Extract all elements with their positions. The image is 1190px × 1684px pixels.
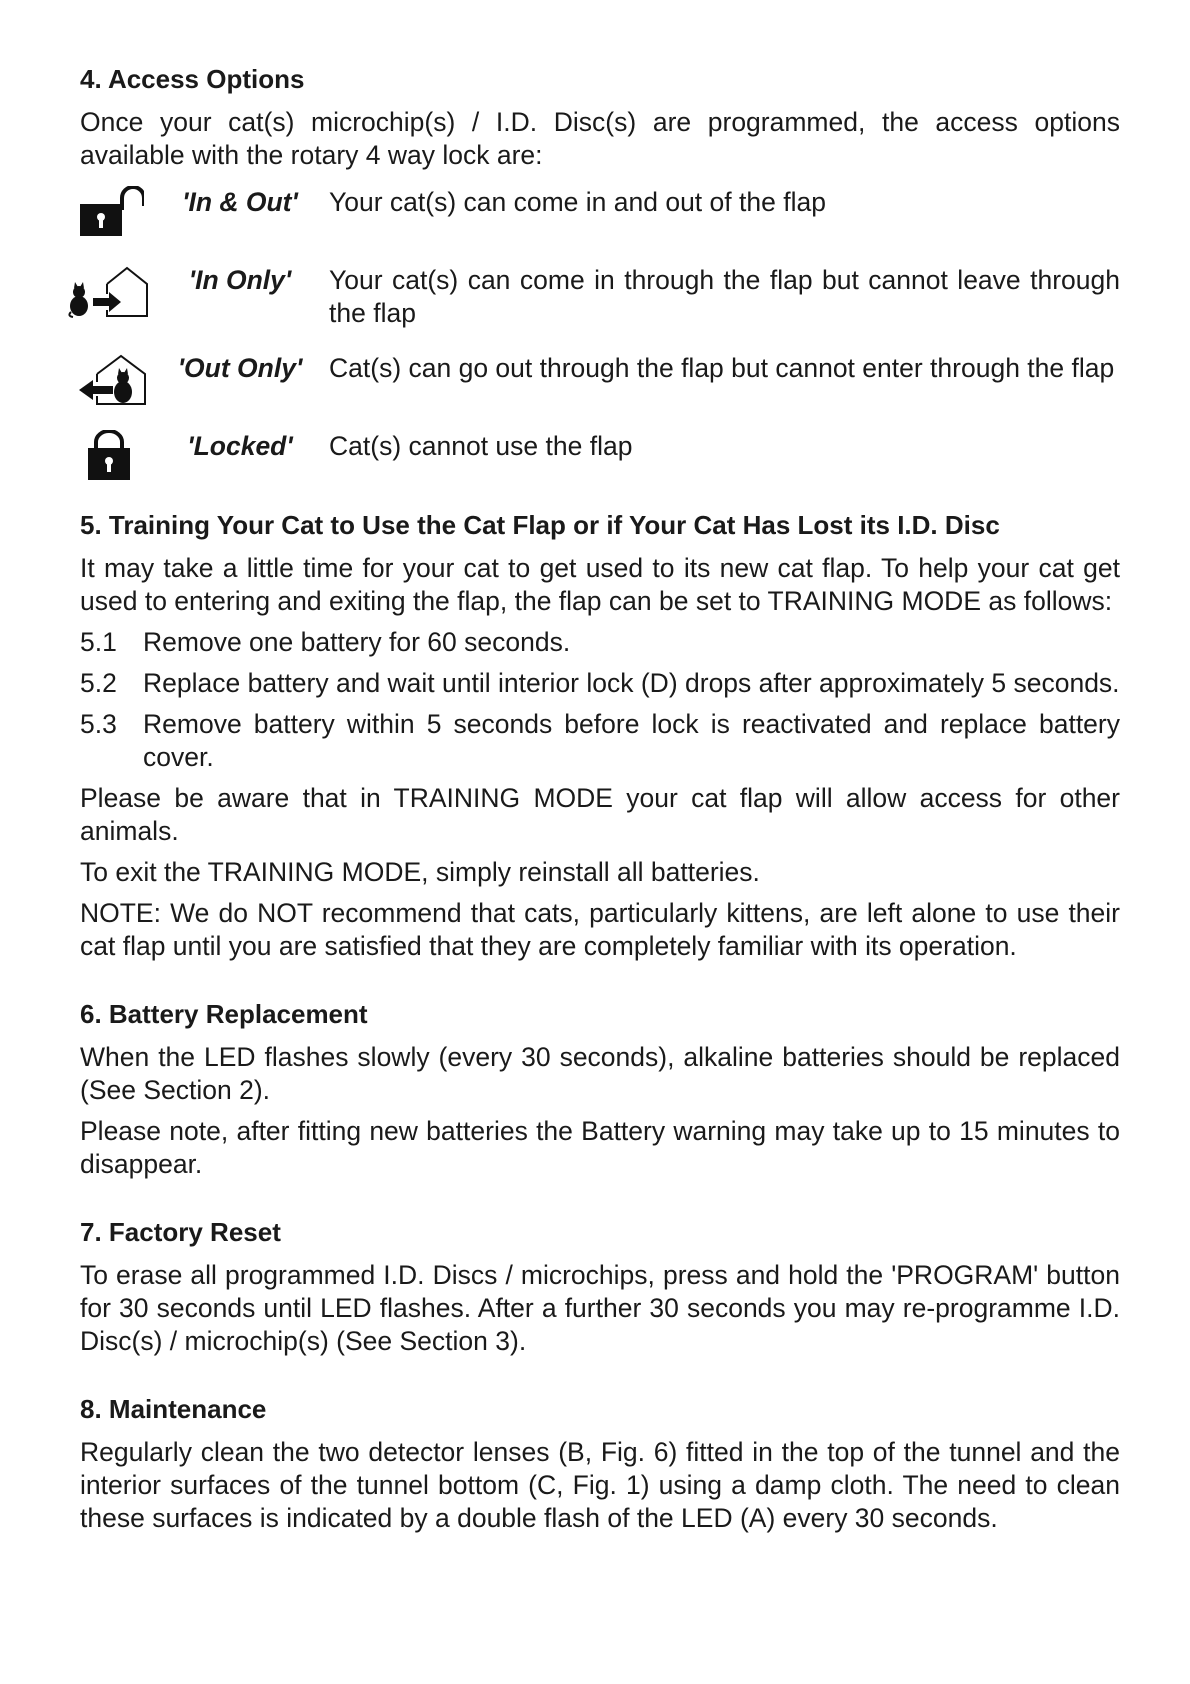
battery-paragraph-2: Please note, after fitting new batteries the Battery warning may take up to 15 minutes to disappear.	[80, 1116, 1120, 1179]
section-5-heading: 5. Training Your Cat to Use the Cat Flap or if Your Cat Has Lost its I.D. Disc	[80, 510, 1000, 540]
locked-padlock-icon	[66, 430, 151, 486]
option-description: Your cat(s) can come in through the flap but cannot leave through the flap	[329, 265, 1120, 328]
step-number: 5.2	[80, 668, 117, 698]
section-4-heading: 4. Access Options	[80, 64, 305, 94]
option-in-and-out	[80, 186, 1120, 242]
step-5-2	[80, 667, 1120, 700]
option-label: 'Locked'	[187, 431, 293, 461]
cat-leaving-house-icon	[66, 352, 151, 408]
battery-paragraph-1: When the LED flashes slowly (every 30 seconds), alkaline batteries should be replaced (See Section 2).	[80, 1042, 1120, 1105]
option-description: Cat(s) cannot use the flap	[329, 431, 633, 461]
option-label: 'In & Out'	[182, 187, 298, 217]
cat-entering-house-icon	[66, 264, 151, 320]
step-number: 5.1	[80, 627, 117, 657]
step-text: Replace battery and wait until interior lock (D) drops after approximately 5 seconds.	[143, 668, 1120, 698]
factory-reset-paragraph: To erase all programmed I.D. Discs / microchips, press and hold the 'PROGRAM' button for 30 seconds until LED flashes. After a further 30 seconds you may re-programme I.D. Disc(s) / microchip(s) (See Section 3).	[80, 1260, 1120, 1356]
training-mode-exit: To exit the TRAINING MODE, simply reinstall all batteries.	[80, 857, 760, 887]
option-label: 'In Only'	[188, 265, 292, 295]
training-mode-warning: Please be aware that in TRAINING MODE your cat flap will allow access for other animals.	[80, 783, 1120, 846]
option-locked	[80, 430, 1120, 486]
section-4-intro: Once your cat(s) microchip(s) / I.D. Disc(s) are programmed, the access options available with the rotary 4 way lock are:	[80, 107, 1120, 170]
section-8-heading: 8. Maintenance	[80, 1394, 267, 1424]
section-6-heading: 6. Battery Replacement	[80, 999, 368, 1029]
training-note: NOTE: We do NOT recommend that cats, particularly kittens, are left alone to use their cat flap until you are satisfied that they are completely familiar with its operation.	[80, 898, 1120, 961]
option-description: Cat(s) can go out through the flap but cannot enter through the flap	[329, 353, 1115, 383]
section-5-intro: It may take a little time for your cat to get used to its new cat flap. To help your cat get used to entering and exiting the flap, the flap can be set to TRAINING MODE as follows:	[80, 553, 1120, 616]
step-5-3	[80, 708, 1120, 774]
section-7-heading: 7. Factory Reset	[80, 1217, 281, 1247]
option-in-only	[80, 264, 1120, 330]
step-text: Remove one battery for 60 seconds.	[143, 627, 571, 657]
step-number: 5.3	[80, 709, 117, 739]
option-description: Your cat(s) can come in and out of the flap	[329, 187, 826, 217]
maintenance-paragraph: Regularly clean the two detector lenses (B, Fig. 6) fitted in the top of the tunnel and the interior surfaces of the tunnel bottom (C, Fig. 1) using a damp cloth. The need to clean these surfaces is indicated by a double flash of the LED (A) every 30 seconds.	[80, 1437, 1120, 1533]
step-5-1	[80, 626, 1120, 659]
option-label: 'Out Only'	[177, 353, 303, 383]
unlocked-padlock-icon	[66, 186, 151, 242]
manual-page	[80, 62, 1120, 1543]
step-text: Remove battery within 5 seconds before lock is reactivated and replace battery cover.	[143, 709, 1120, 772]
option-out-only	[80, 352, 1120, 408]
access-options-list	[80, 186, 1120, 486]
